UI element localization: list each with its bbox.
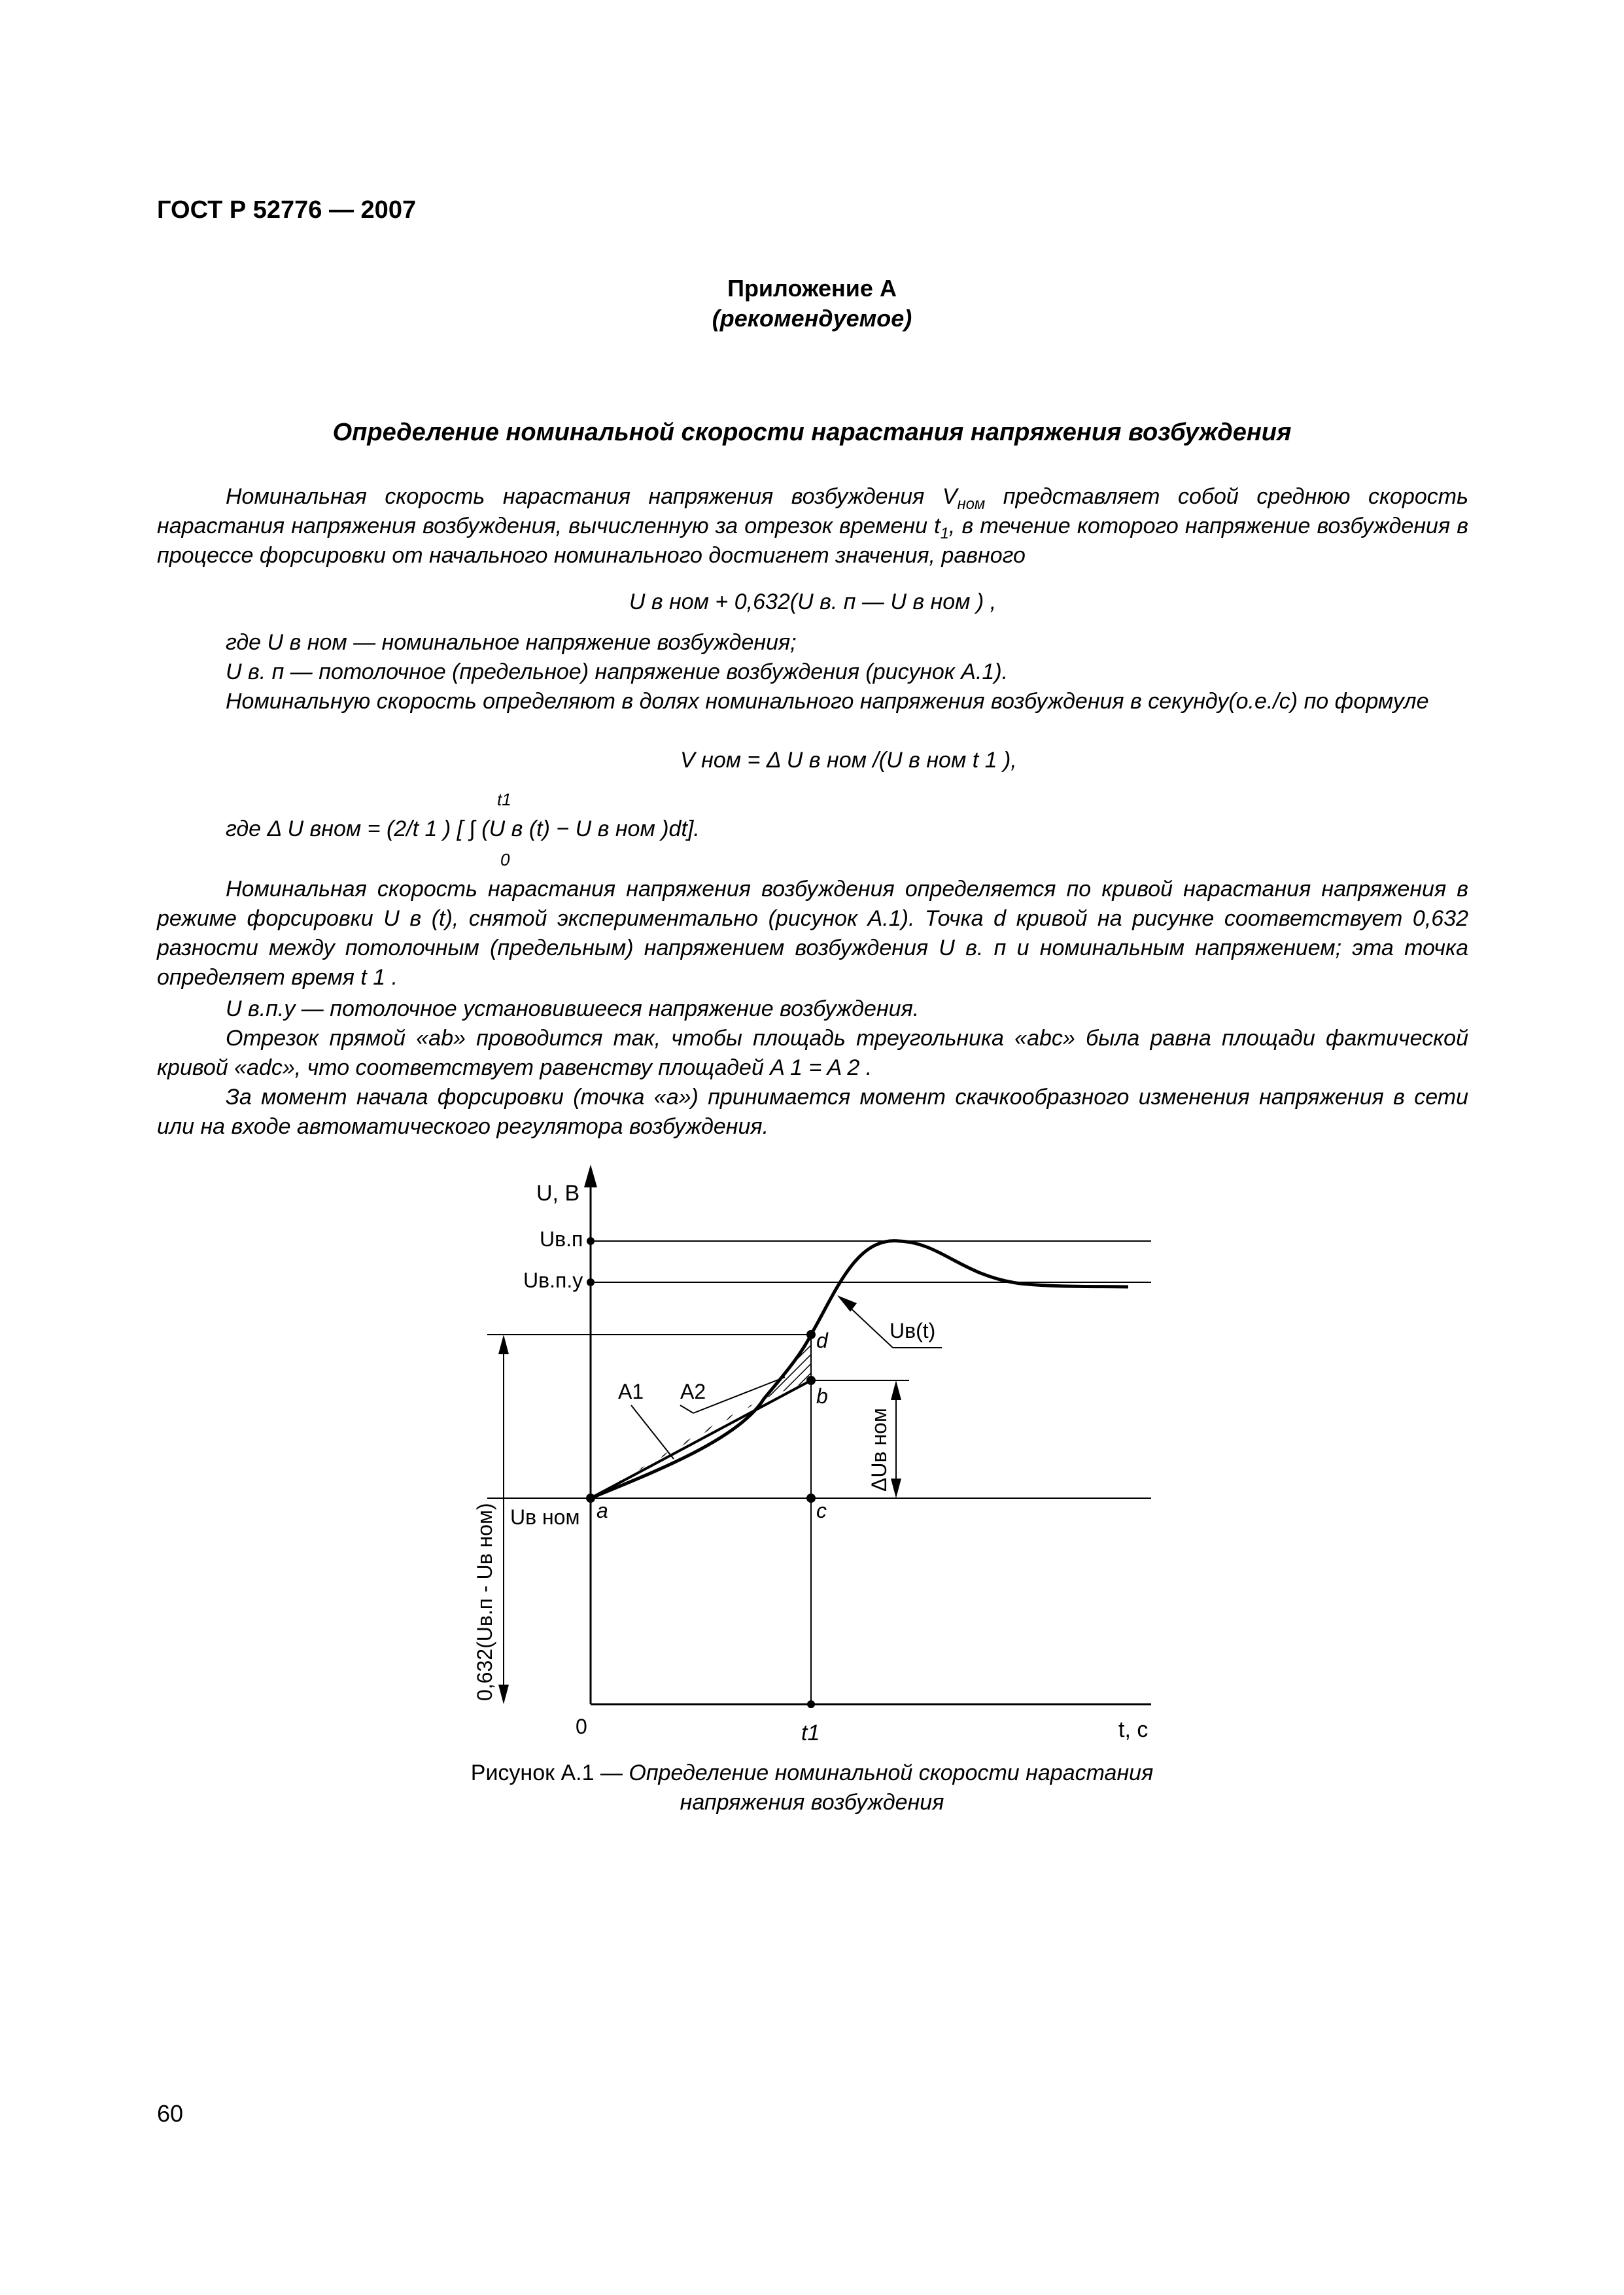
- curve-uv-t: [591, 1241, 1128, 1498]
- span-label: 0,632(Uв.п - Uв ном): [473, 1503, 496, 1701]
- point-a-dot: [586, 1494, 595, 1503]
- caption-title: Определение номинальной скорости нарастания: [629, 1761, 1154, 1785]
- appendix-title: Приложение А: [727, 275, 897, 302]
- integral-upper-limit: t1: [497, 790, 511, 809]
- origin-label: 0: [576, 1715, 587, 1738]
- y-axis-arrow: [584, 1165, 597, 1187]
- appendix-subtitle: (рекомендуемое): [712, 305, 912, 332]
- p1-text: Номинальная скорость нарастания напряжения возбуждения V: [226, 484, 958, 509]
- unom-label: Uв ном: [510, 1505, 580, 1529]
- where-1: где U в ном — номинальное напряжение возбуждения;: [226, 630, 797, 655]
- uvp-dot: [587, 1237, 595, 1245]
- formula-1: U в ном + 0,632(U в. п — U в ном ) ,: [629, 589, 997, 614]
- point-d-label: d: [816, 1329, 828, 1352]
- figure-caption-line-1: [0, 1759, 1624, 1788]
- formula-2: V ном = Δ U в ном /(U в ном t 1 ),: [680, 748, 1017, 773]
- where-2: U в. п — потолочное (предельное) напряжение возбуждения (рисунок А.1).: [226, 659, 1009, 684]
- integral-lower-limit: 0: [500, 850, 510, 869]
- curve-label: Uв(t): [890, 1319, 936, 1342]
- point-d-dot: [806, 1330, 816, 1339]
- caption-prefix: Рисунок А.1 —: [470, 1761, 629, 1785]
- p1-sub: ном: [957, 495, 986, 513]
- p1-rest: представляет собой среднюю скорость нарастания напряжения возбуждения, вычисленную за отрезок времени t: [157, 484, 1468, 538]
- area-a1-label: A1: [618, 1380, 644, 1403]
- p5-text: Отрезок прямой «ab» проводится так, чтобы площадь треугольника «abc» была равна площади фактической кривой «adc», что соответствует равенству площадей A 1 = A 2 .: [157, 1026, 1468, 1080]
- t1-label: t1: [801, 1721, 820, 1745]
- point-c-dot: [806, 1494, 816, 1503]
- a2-leader: [680, 1405, 693, 1413]
- delta-label: ΔUв ном: [867, 1408, 891, 1492]
- area-a2-label: A2: [680, 1380, 706, 1403]
- uvp-label: Uв.п: [540, 1227, 583, 1251]
- p6-text: За момент начала форсировки (точка «a») принимается момент скачкообразного изменения напряжения в сети или на входе автоматического регулятора возбуждения.: [157, 1085, 1468, 1139]
- t1-dot: [807, 1700, 815, 1708]
- document-header: ГОСТ Р 52776 — 2007: [157, 196, 417, 224]
- p1-sub2: 1: [940, 525, 949, 542]
- point-b-label: b: [816, 1384, 828, 1408]
- page-number: 60: [157, 2100, 184, 2127]
- uvpu-label: Uв.п.у: [523, 1269, 583, 1292]
- y-axis-label: U, В: [536, 1181, 580, 1206]
- a1-leader: [631, 1405, 674, 1459]
- uvpu-dot: [587, 1278, 595, 1286]
- point-c-label: c: [816, 1499, 827, 1522]
- point-b-dot: [806, 1376, 816, 1385]
- p1-end: , в течение которого напряжение возбуждения в процессе форсировки от начального номинального достигнет значения, равного: [157, 514, 1468, 568]
- figure-caption-line-2: напряжения возбуждения: [680, 1790, 944, 1815]
- section-title: Определение номинальной скорости нарастания напряжения возбуждения: [332, 419, 1292, 446]
- p2-text: Номинальную скорость определяют в долях номинального напряжения возбуждения в секунду(о.е./с) по формуле: [226, 689, 1429, 714]
- point-a-label: a: [596, 1499, 608, 1522]
- formula-3: где Δ U вном = (2/t 1 ) [ ∫ (U в (t) − U в ном )dt].: [226, 816, 700, 841]
- p3-text: Номинальная скорость нарастания напряжения возбуждения определяется по кривой нарастания напряжения в режиме форсировки U в (t), снятой экспериментально (рисунок А.1). Точка d кривой на рисунке соответствует 0,632 разности между потолочным (предельным) напряжением возбуждения U в. п и номинальным напряжением; эта точка определяет время t 1 .: [157, 877, 1468, 990]
- paragraph-4: U в.п.у — потолочное установившееся напряжение возбуждения.: [226, 996, 920, 1021]
- x-axis-label: t, с: [1118, 1717, 1149, 1742]
